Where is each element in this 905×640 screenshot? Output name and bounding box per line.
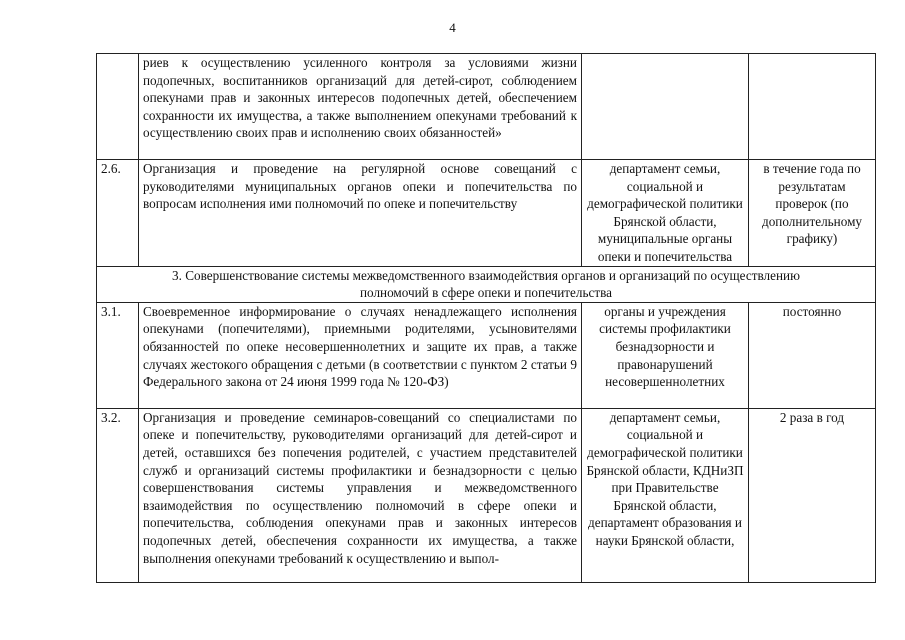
row-term-cell: 2 раза в год (749, 408, 876, 582)
row-text-cell: Организация и проведение семинаров-совещаний со специалистами по опеке и попечительству, руководителями организаций для детей-сирот и детей, оставшихся без попечения родителей, с участием представителей служб и организаций системы профилактики и безнадзорности с целью совершенствования системы управления и межведомственного взаимодействия по осуществлению полномочий в сфере опеки и попечительства, соблюдения опекунами прав и законных интересов подопечных детей, обеспечения сохранности их имущества, а также выполнения опекунами требований к осуществлению и выпол- (139, 408, 582, 582)
page-number: 4 (449, 20, 456, 35)
row-responsible-cell (582, 54, 749, 160)
table-row-3-1 (97, 302, 876, 408)
row-text-cell: риев к осуществлению усиленного контроля за условиями жизни подопечных, воспитанников организаций для детей-сирот, соблюдением опекунами прав и законных интересов подопечных детей, обеспечением сохранности их имущества, а также выполнением опекунами требований к осуществлению своих прав и исполнению своих обязанностей» (139, 54, 582, 160)
row-responsible-cell: департамент семьи, социальной и демографической политики Брянской области, муниципальные органы опеки и попечительства (582, 160, 749, 267)
section-heading-cell (97, 266, 876, 302)
section-heading-line-1: 3. Совершенствование системы межведомственного взаимодействия органов и организаций по осуществлению (172, 267, 800, 283)
row-text-cell: Организация и проведение на регулярной основе совещаний с руководителями муниципальных органов опеки и попечительства по вопросам исполнения ими полномочий по опеке и попечительству (139, 160, 582, 267)
row-number-cell: 3.1. (97, 302, 139, 408)
row-text-cell: Своевременное информирование о случаях ненадлежащего исполнения опекунами (попечителями), приемными родителями, усыновителями обязанностей по опеке несовершеннолетних и защите их прав, а также случаях жестокого обращения с детьми (в соответствии с пунктом 2 статьи 9 Федерального закона от 24 июня 1999 года № 120-ФЗ) (139, 302, 582, 408)
plan-table (96, 53, 876, 583)
section-heading-line-2: полномочий в сфере опеки и попечительства (359, 285, 613, 301)
table-row-3-2 (97, 408, 876, 582)
table-row-continued (97, 54, 876, 160)
row-responsible-cell: департамент семьи, социальной и демографической политики Брянской области, КДНиЗП при Правительстве Брянской области, департамент образования и науки Брянской области, (582, 408, 749, 582)
row-number-cell: 3.2. (97, 408, 139, 582)
table-section-row (97, 266, 876, 302)
row-term-cell (749, 54, 876, 160)
row-number-cell (97, 54, 139, 160)
row-number-cell: 2.6. (97, 160, 139, 267)
row-term-cell: в течение года по результатам проверок (по дополнительному графику) (749, 160, 876, 267)
row-responsible-cell: органы и учреждения системы профилактики безнадзорности и правонарушений несовершеннолетних (582, 302, 749, 408)
row-term-cell: постоянно (749, 302, 876, 408)
table-row-2-6 (97, 160, 876, 267)
